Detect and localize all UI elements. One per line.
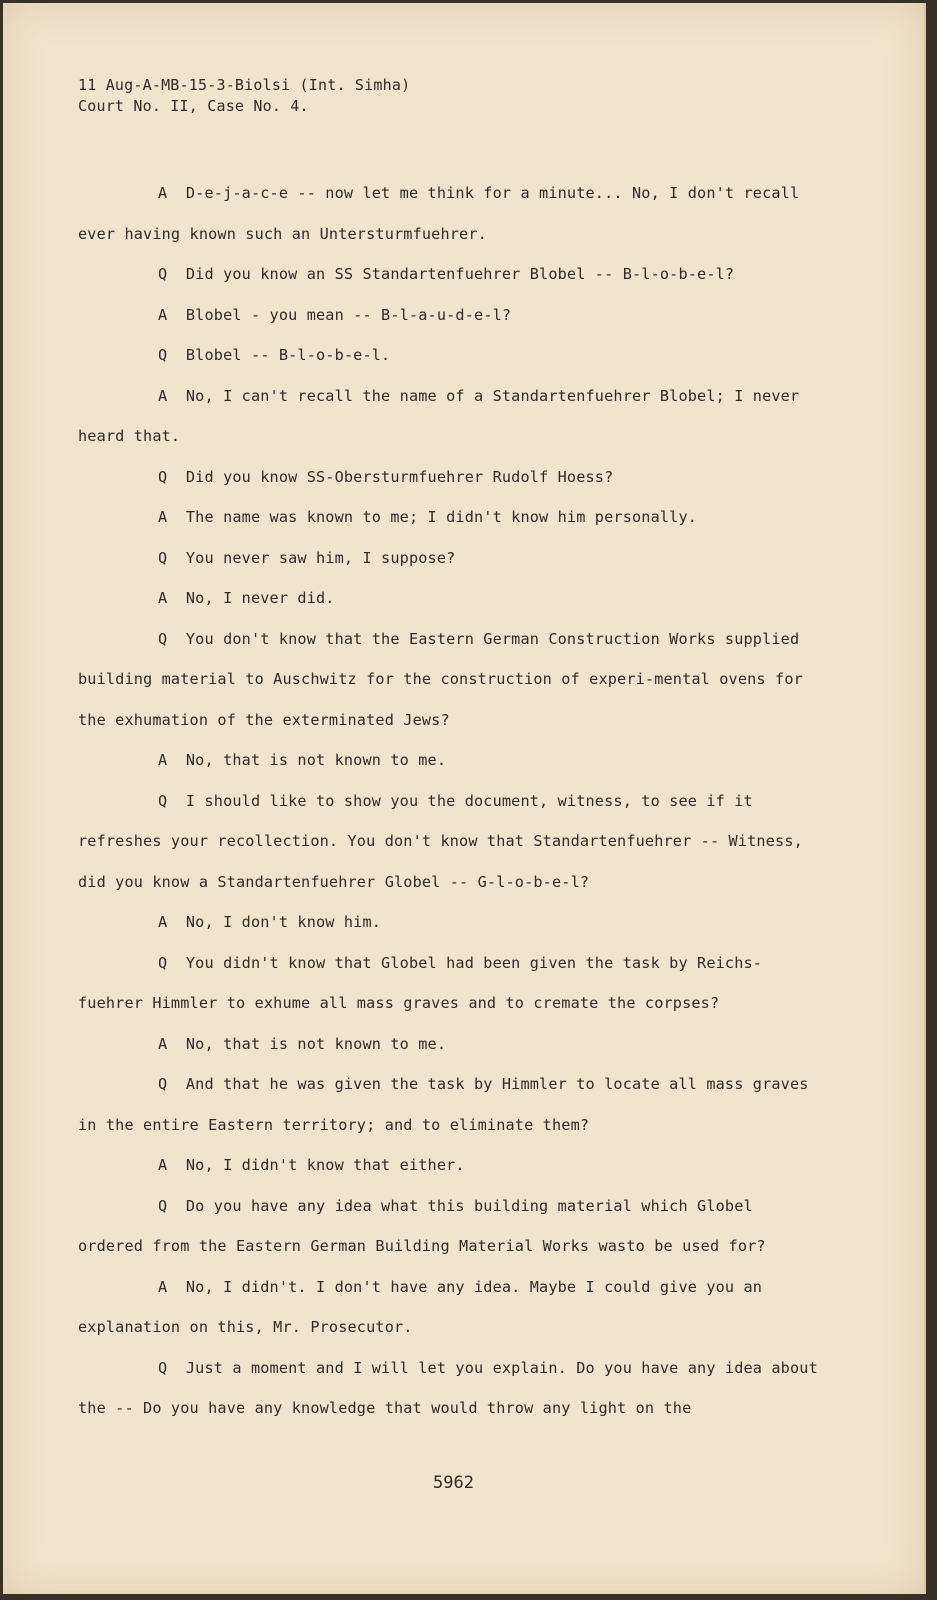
paragraph-text: The name was known to me; I didn't know him personally. <box>185 508 698 526</box>
transcript-paragraph <box>78 335 823 376</box>
transcript-body <box>78 173 823 1429</box>
paragraph-text: Just a moment and I will let you explain. Do you have any idea about the -- Do you have any knowledge that would throw any light on the <box>78 1358 818 1417</box>
speaker-label: Q <box>158 467 168 486</box>
transcript-paragraph <box>78 1267 823 1348</box>
speaker-label: A <box>158 589 168 607</box>
transcript-paragraph <box>78 740 823 781</box>
paragraph-text: Blobel -- B-l-o-b-e-l. <box>185 346 391 364</box>
paragraph-text: I should like to show you the document, witness, to see if it refreshes your recollection. You don't know that Standartenfuehrer -- Witness, did you know a Standartenfuehrer Globel -- G-l-o-b-e-l? <box>78 791 803 891</box>
speaker-label: Q <box>158 791 168 810</box>
speaker-label: Q <box>158 629 168 648</box>
header-line-2: Court No. II, Case No. 4. <box>78 97 309 115</box>
speaker-label: Q <box>158 1196 168 1215</box>
paragraph-text: No, that is not known to me. <box>185 1034 447 1053</box>
document-header <box>78 75 410 117</box>
speaker-label: A <box>158 751 168 769</box>
paragraph-text: No, that is not known to me. <box>185 751 447 769</box>
transcript-paragraph <box>78 295 823 336</box>
transcript-paragraph <box>78 1024 823 1065</box>
transcript-paragraph <box>78 254 823 295</box>
document-page <box>3 3 926 1594</box>
paragraph-text: Did you know SS-Obersturmfuehrer Rudolf Hoess? <box>185 467 614 486</box>
paragraph-text: And that he was given the task by Himmler to locate all mass graves in the entire Eastern territory; and to eliminate them? <box>78 1075 809 1134</box>
transcript-paragraph <box>78 1348 823 1429</box>
transcript-paragraph <box>78 1186 823 1267</box>
paragraph-text: No, I never did. <box>185 589 335 607</box>
transcript-paragraph <box>78 376 823 457</box>
speaker-label: A <box>158 305 168 324</box>
paragraph-text: You don't know that the Eastern German Construction Works supplied building material to Auschwitz for the construction of experi-mental ovens for the exhumation of the exterminated Jews? <box>78 629 803 729</box>
speaker-label: A <box>158 1034 168 1053</box>
speaker-label: A <box>158 913 168 931</box>
transcript-paragraph <box>78 173 823 254</box>
paragraph-text: You never saw him, I suppose? <box>185 548 456 567</box>
paragraph-text: You didn't know that Globel had been given the task by Reichs-fuehrer Himmler to exhume all mass graves and to cremate the corpses? <box>78 953 763 1012</box>
speaker-label: Q <box>158 1358 168 1377</box>
paragraph-text: Did you know an SS Standartenfuehrer Blobel -- B-l-o-b-e-l? <box>185 265 735 283</box>
paragraph-text: Do you have any idea what this building material which Globel ordered from the Eastern German Building Material Works wasto be used for? <box>78 1196 766 1255</box>
paragraph-text: No, I didn't know that either. <box>185 1156 465 1174</box>
transcript-paragraph <box>78 902 823 943</box>
speaker-label: Q <box>158 953 168 972</box>
speaker-label: Q <box>158 265 168 283</box>
transcript-paragraph <box>78 1145 823 1186</box>
transcript-paragraph <box>78 538 823 579</box>
header-line-1: 11 Aug-A-MB-15-3-Biolsi (Int. Simha) <box>78 76 411 94</box>
transcript-paragraph <box>78 578 823 619</box>
speaker-label: A <box>158 386 168 405</box>
paragraph-text: Blobel - you mean -- B-l-a-u-d-e-l? <box>185 305 512 324</box>
transcript-paragraph <box>78 619 823 741</box>
paragraph-text: No, I didn't. I don't have any idea. Maybe I could give you an explanation on this, Mr. Prosecutor. <box>78 1277 763 1336</box>
transcript-paragraph <box>78 781 823 903</box>
paragraph-text: D-e-j-a-c-e -- now let me think for a minute... No, I don't recall ever having known such an Untersturmfuehrer. <box>78 184 800 243</box>
speaker-label: A <box>158 1156 168 1174</box>
speaker-label: Q <box>158 346 168 364</box>
speaker-label: A <box>158 508 168 526</box>
speaker-label: Q <box>158 1075 168 1093</box>
speaker-label: A <box>158 184 168 202</box>
speaker-label: A <box>158 1277 168 1296</box>
paragraph-text: No, I don't know him. <box>185 913 382 931</box>
page-number: 5962 <box>433 1473 474 1493</box>
paragraph-text: No, I can't recall the name of a Standartenfuehrer Blobel; I never heard that. <box>78 386 800 445</box>
transcript-paragraph <box>78 1064 823 1145</box>
transcript-paragraph <box>78 497 823 538</box>
transcript-paragraph <box>78 457 823 498</box>
transcript-paragraph <box>78 943 823 1024</box>
speaker-label: Q <box>158 548 168 567</box>
